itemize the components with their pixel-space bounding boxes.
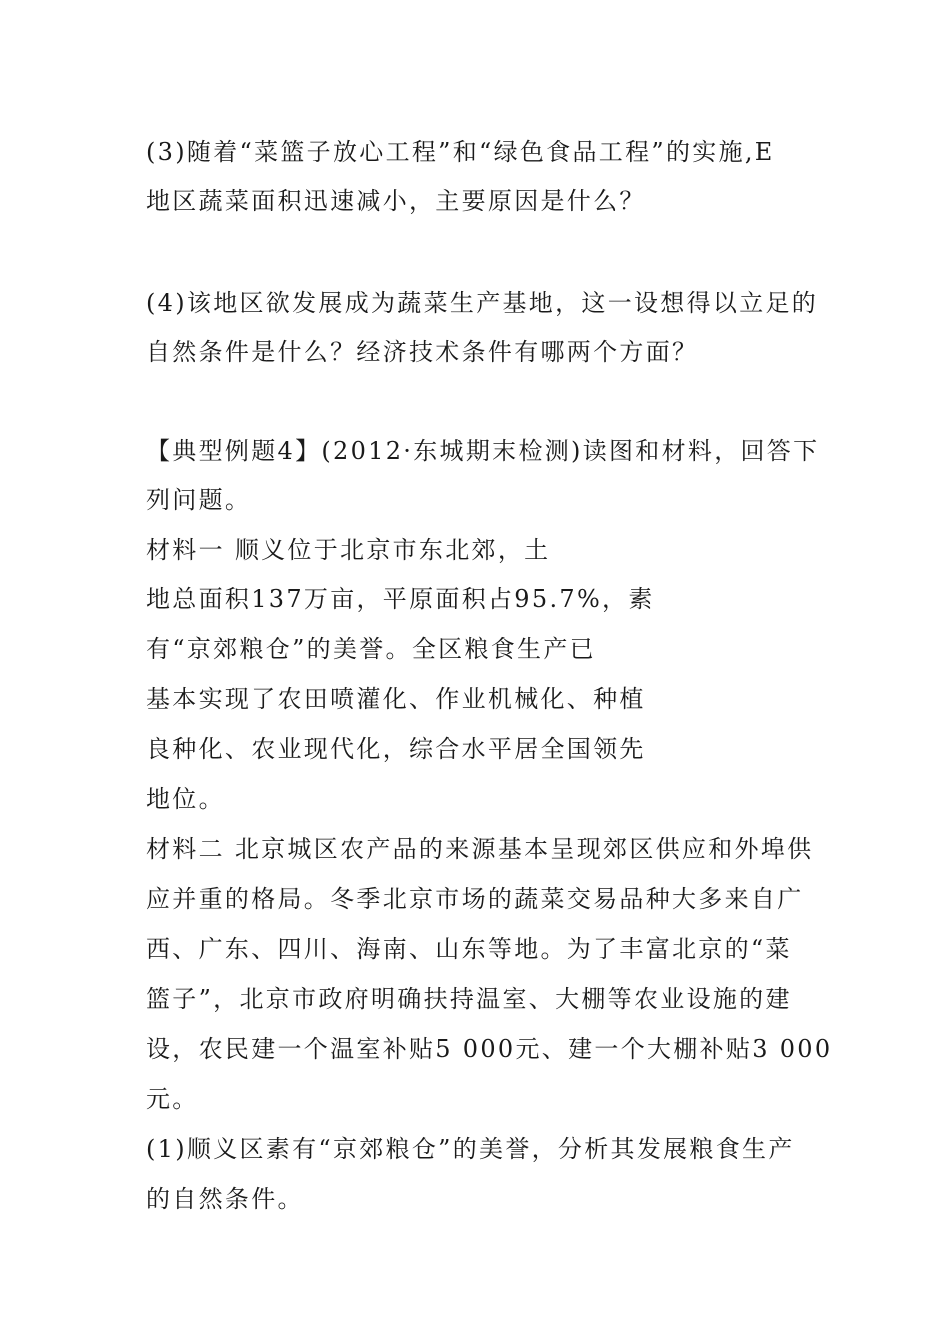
example-4-heading-line-1: 【典型例题4】(2012·东城期末检测)读图和材料，回答下 — [146, 437, 820, 465]
question-3-line-1: (3)随着“菜篮子放心工程”和“绿色食品工程”的实施,E — [146, 138, 775, 166]
material-1-line: 有“京郊粮仓”的美誉。全区粮食生产已 — [146, 635, 596, 663]
material-2-line: 材料二 北京城区农产品的来源基本呈现郊区供应和外埠供 — [146, 835, 814, 863]
material-2-line: 设，农民建一个温室补贴5 000元、建一个大棚补贴3 000 — [146, 1035, 833, 1063]
question-3-line-2: 地区蔬菜面积迅速减小，主要原因是什么？ — [146, 187, 646, 215]
sub-question-1-line-1: (1)顺义区素有“京郊粮仓”的美誉，分析其发展粮食生产 — [146, 1135, 795, 1163]
material-1-line: 地总面积137万亩，平原面积占95.7%，素 — [146, 585, 655, 613]
material-2-line: 西、广东、四川、海南、山东等地。为了丰富北京的“菜 — [146, 935, 792, 963]
material-2-line: 元。 — [146, 1085, 199, 1113]
material-2-line: 篮子”，北京市政府明确扶持温室、大棚等农业设施的建 — [146, 985, 792, 1013]
material-1-line: 地位。 — [146, 785, 225, 813]
material-1-line: 材料一 顺义位于北京市东北郊，土 — [146, 536, 551, 564]
example-4-heading-line-2: 列问题。 — [146, 486, 252, 514]
question-4-line-2: 自然条件是什么？经济技术条件有哪两个方面？ — [146, 338, 699, 366]
material-2-line: 应并重的格局。冬季北京市场的蔬菜交易品种大多来自广 — [146, 885, 804, 913]
question-4-line-1: (4)该地区欲发展成为蔬菜生产基地，这一设想得以立足的 — [146, 289, 819, 317]
sub-question-1-line-2: 的自然条件。 — [146, 1185, 304, 1213]
material-1-line: 基本实现了农田喷灌化、作业机械化、种植 — [146, 685, 646, 713]
material-1-line: 良种化、农业现代化，综合水平居全国领先 — [146, 735, 646, 763]
